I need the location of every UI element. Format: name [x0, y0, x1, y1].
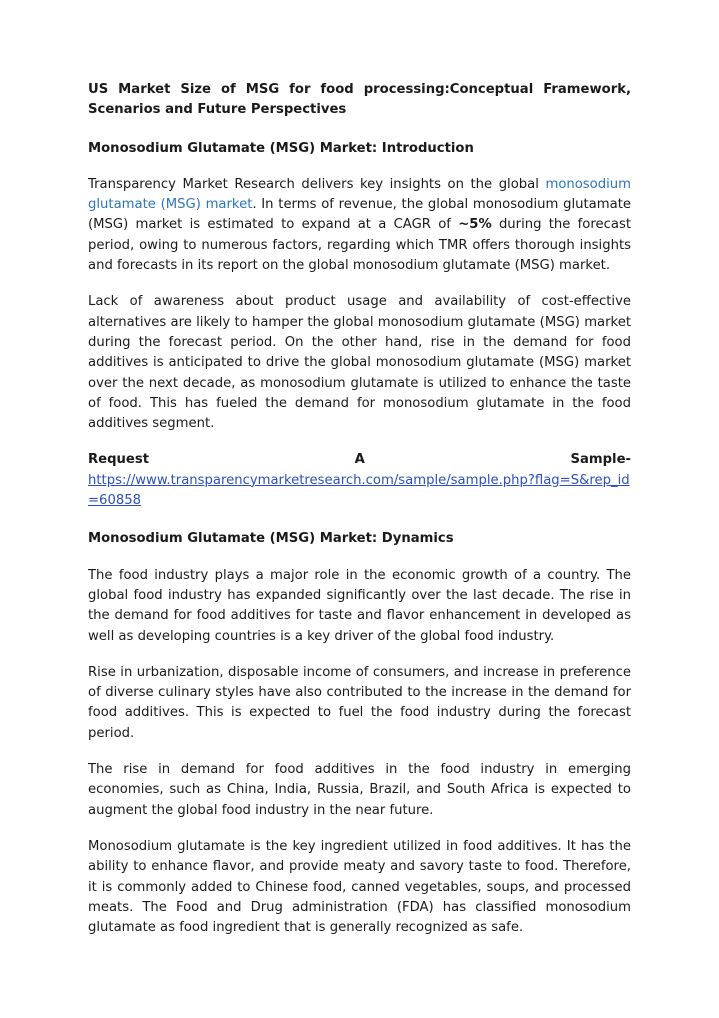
- section-heading-introduction: Monosodium Glutamate (MSG) Market: Introduction: [88, 140, 474, 156]
- section-heading-dynamics: Monosodium Glutamate (MSG) Market: Dynamics: [88, 531, 454, 547]
- document-page: [88, 80, 631, 954]
- request-sample-label: [88, 450, 631, 470]
- p1-text-pre: Transparency Market Research delivers key insights on the global: [88, 176, 546, 192]
- sample-word: Sample-: [570, 452, 631, 468]
- p1-text-mid: . In terms of revenue, the global monosodium glutamate (MSG) market is estimated to expand at a CAGR of: [88, 197, 631, 233]
- paragraph-emerging-economies: The rise in demand for food additives in the food industry in emerging economies, such as China, India, Russia, Brazil, and South Africa is expected to augment the global food industry in the near future.: [88, 762, 631, 818]
- a-word: A: [354, 452, 365, 468]
- document-title: US Market Size of MSG for food processing:Conceptual Framework, Scenarios and Future Perspectives: [88, 82, 631, 118]
- p1-text-post: during the forecast period, owing to numerous factors, regarding which TMR offers thorough insights and forecasts in its report on the global monosodium glutamate (MSG) market.: [88, 217, 631, 274]
- paragraph-msg-ingredient: Monosodium glutamate is the key ingredient utilized in food additives. It has the ability to enhance flavor, and provide meaty and savory taste to food. Therefore, it is commonly added to Chinese food, canned vegetables, soups, and processed meats. The Food and Drug administration (FDA) has classified monosodium glutamate as food ingredient that is generally recognized as safe.: [88, 838, 631, 936]
- cagr-value: ~5%: [458, 217, 492, 233]
- paragraph-introduction: [88, 175, 631, 276]
- msg-market-link[interactable]: monosodium glutamate (MSG) market: [88, 176, 631, 213]
- request-word: Request: [88, 452, 150, 468]
- request-sample-block: [88, 450, 631, 511]
- paragraph-food-industry: The food industry plays a major role in the economic growth of a country. The global food industry has expanded significantly over the last decade. The rise in the demand for food additives for taste and flavor enhancement in developed as well as developing countries is a key driver of the global food industry.: [88, 567, 631, 644]
- paragraph-urbanization: Rise in urbanization, disposable income of consumers, and increase in preference of diverse culinary styles have also contributed to the increase in the demand for food additives. This is expected to fuel the food industry during the forecast period.: [88, 664, 631, 741]
- sample-request-link[interactable]: https://www.transparencymarketresearch.com/sample/sample.php?flag=S&rep_id=60858: [88, 472, 630, 509]
- paragraph-restraints: Lack of awareness about product usage and availability of cost-effective alternatives are likely to hamper the global monosodium glutamate (MSG) market during the forecast period. On the other hand, rise in the demand for food additives is anticipated to drive the global monosodium glutamate (MSG) market over the next decade, as monosodium glutamate is utilized to enhance the taste of food. This has fueled the demand for monosodium glutamate in the food additives segment.: [88, 294, 631, 432]
